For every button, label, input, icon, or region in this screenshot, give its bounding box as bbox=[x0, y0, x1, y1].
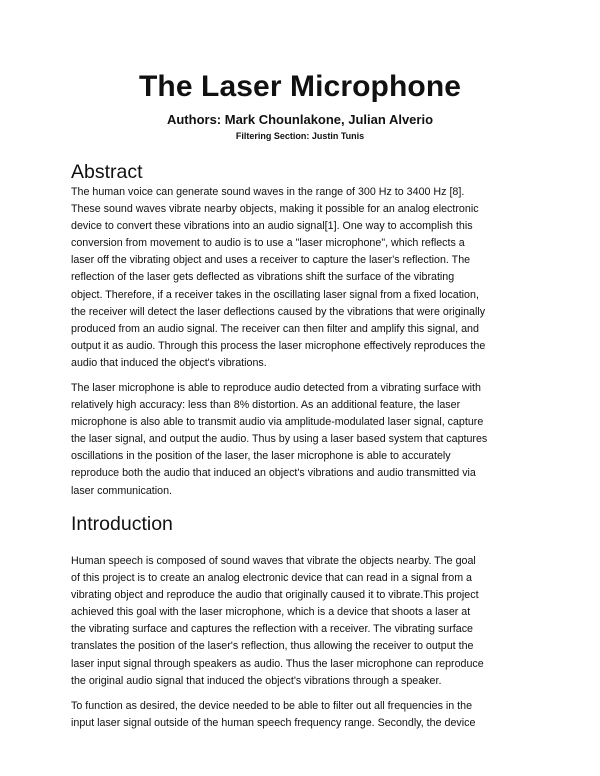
introduction-paragraph-1 bbox=[71, 553, 541, 690]
abstract-paragraph-1 bbox=[71, 184, 541, 372]
text-line: translates the position of the laser's reflection, thus allowing the receiver to output the bbox=[71, 640, 474, 653]
text-line: laser off the vibrating object and uses a receiver to capture the laser's reflection. The bbox=[71, 254, 471, 267]
paper-title: The Laser Microphone bbox=[138, 70, 462, 103]
introduction-paragraph-2 bbox=[71, 698, 541, 732]
text-line: laser input signal through speakers as audio. Thus the laser microphone can reproduce bbox=[71, 657, 484, 670]
text-line: the original audio signal that induced the object's vibrations through a speaker. bbox=[71, 674, 442, 687]
text-line: audio that induced the object's vibrations. bbox=[71, 356, 267, 369]
filtering-credit: Filtering Section: Justin Tunis bbox=[235, 131, 365, 141]
text-line: device to convert these vibrations into an audio signal[1]. One way to accomplish this bbox=[71, 220, 473, 233]
text-line: reproduce both the audio that induced an object's vibrations and audio transmitted via bbox=[71, 467, 476, 480]
text-line: vibrating object and reproduce the audio that originally caused it to vibrate.This project bbox=[71, 589, 479, 602]
text-line: laser communication. bbox=[71, 484, 172, 497]
text-line: Human speech is composed of sound waves that vibrate the objects nearby. The goal bbox=[71, 555, 476, 567]
text-line: object. Therefore, if a receiver takes in the oscillating laser signal from a fixed location, bbox=[71, 288, 479, 301]
text-line: the laser signal, and output the audio. Thus by using a laser based system that captures bbox=[71, 433, 488, 446]
abstract-heading: Abstract bbox=[71, 161, 143, 183]
text-line: output it as audio. Through this process the laser microphone effectively reproduces the bbox=[71, 339, 486, 352]
text-line: The human voice can generate sound waves in the range of 300 Hz to 3400 Hz [8]. bbox=[71, 186, 465, 198]
text-line: The laser microphone is able to reproduce audio detected from a vibrating surface with bbox=[71, 382, 481, 394]
text-line: of this project is to create an analog electronic device that can read in a signal from a bbox=[71, 572, 473, 585]
text-line: To function as desired, the device needed to be able to filter out all frequencies in the bbox=[71, 700, 473, 712]
authors-line: Authors: Mark Chounlakone, Julian Alverio bbox=[166, 112, 434, 127]
text-line: the vibrating surface and captures the reflection with a receiver. The vibrating surface bbox=[71, 623, 473, 636]
text-line: produced from an audio signal. The receiver can then filter and amplify this signal, and bbox=[71, 322, 479, 335]
text-line: conversion from movement to audio is to use a "laser microphone", which reflects a bbox=[71, 237, 465, 250]
introduction-heading: Introduction bbox=[71, 513, 173, 535]
text-line: the receiver will detect the laser deflections caused by the vibrations that were originally bbox=[71, 305, 486, 318]
text-line: input laser signal outside of the human speech frequency range. Secondly, the device bbox=[71, 717, 476, 730]
text-line: relatively high accuracy: less than 8% distortion. As an additional feature, the laser bbox=[71, 399, 461, 412]
text-line: These sound waves vibrate nearby objects, making it possible for an analog electronic bbox=[71, 203, 479, 216]
text-line: achieved this goal with the laser microphone, which is a device that shoots a laser at bbox=[71, 606, 471, 619]
abstract-paragraph-2 bbox=[71, 380, 541, 500]
text-line: oscillations in the position of the laser, the laser microphone is able to accurately bbox=[71, 450, 451, 463]
text-line: reflection of the laser gets deflected as vibrations shift the surface of the vibrating bbox=[71, 271, 455, 284]
text-line: microphone is also able to transmit audio via amplitude-modulated laser signal, capture bbox=[71, 416, 484, 429]
